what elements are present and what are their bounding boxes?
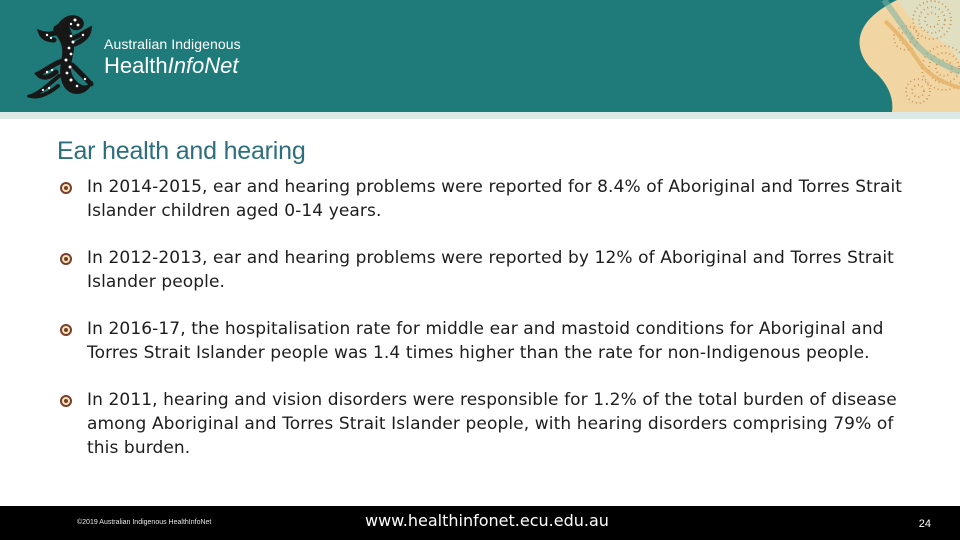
brand-name	[104, 36, 241, 79]
bullet-text: In 2014-2015, ear and hearing problems were reported for 8.4% of Aboriginal and Torres Strait Islander children aged 0-14 years.	[87, 177, 903, 221]
bullet-marker-icon	[60, 182, 72, 194]
bullet-text: In 2012-2013, ear and hearing problems were reported by 12% of Aboriginal and Torres Strait Islander people.	[87, 248, 894, 292]
bullet-text: In 2016-17, the hospitalisation rate for middle ear and mastoid conditions for Aboriginal and Torres Strait Islander people was 1.4 times higher than the rate for non-Indigenous people.	[87, 319, 884, 363]
bullet-item	[60, 175, 910, 223]
bullet-marker-icon	[60, 324, 72, 336]
website-url: www.healthinfonet.ecu.edu.au	[365, 511, 609, 530]
copyright-text: ©2019 Australian Indigenous HealthInfoNet	[77, 519, 212, 526]
brand-line-main	[104, 53, 241, 79]
bullet-item	[60, 246, 910, 294]
page-number: 24	[918, 518, 931, 530]
footer-bar	[0, 506, 960, 540]
brand-line-top: Australian Indigenous	[104, 36, 241, 52]
decorative-dot-art	[840, 0, 960, 112]
bullet-item	[60, 317, 910, 365]
header-banner	[0, 0, 960, 112]
header-divider-strip	[0, 112, 960, 119]
page-title: Ear health and hearing	[57, 137, 306, 165]
lizard-icon	[27, 12, 107, 100]
bullet-marker-icon	[60, 253, 72, 265]
bullet-item	[60, 388, 910, 460]
brand-health-text: Health	[104, 53, 168, 78]
brand-infonet-text: InfoNet	[167, 53, 239, 78]
bullet-text: In 2011, hearing and vision disorders were responsible for 1.2% of the total burden of disease among Aboriginal and Torres Strait Islander people, with hearing disorders comprising 79% of this burden.	[87, 390, 897, 458]
bullet-list	[60, 175, 910, 460]
bullet-marker-icon	[60, 395, 72, 407]
